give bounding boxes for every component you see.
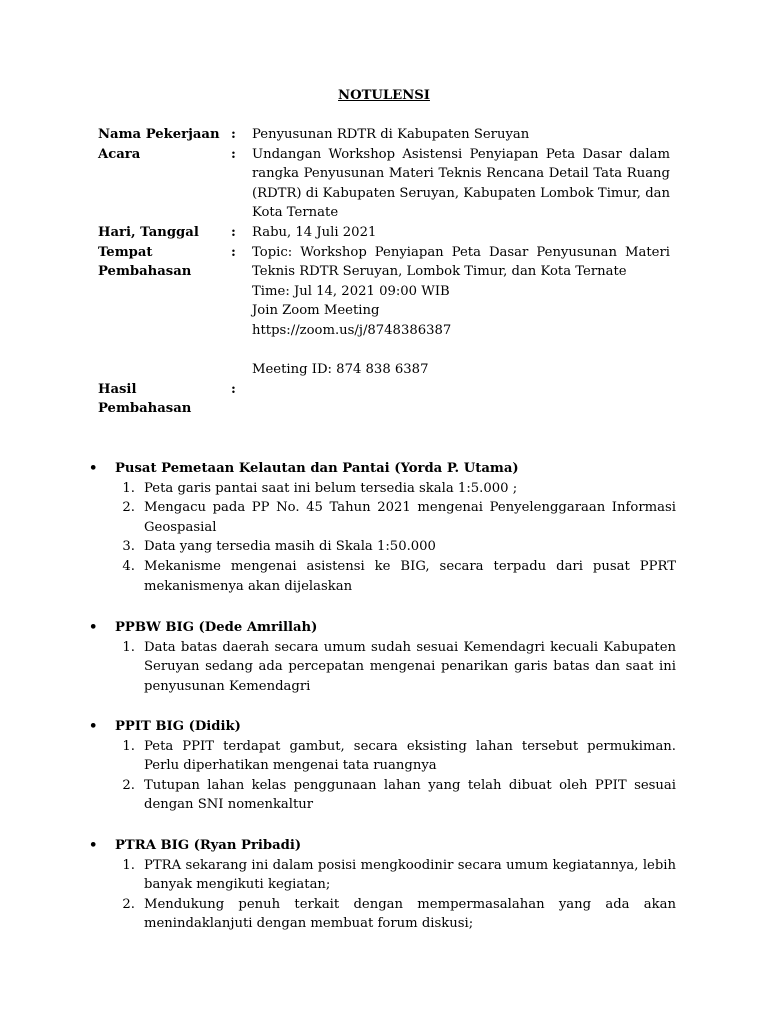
bullet-icon: • — [89, 620, 98, 635]
meta-label: Hari, Tanggal — [98, 224, 199, 240]
list-item — [89, 895, 676, 934]
meta-row-acara — [98, 145, 670, 223]
section-heading — [89, 717, 676, 737]
meta-colon: : — [231, 224, 236, 240]
meta-label: Acara — [98, 146, 141, 162]
meta-table — [98, 125, 670, 419]
list-item — [89, 479, 676, 499]
list-text: Peta PPIT terdapat gambut, secara eksisting lahan tersebut permukiman. Perlu diperhatikan mengenai tata ruangnya — [144, 738, 676, 774]
section-heading — [89, 459, 676, 479]
numbered-list — [89, 856, 676, 934]
meta-row-nama-pekerjaan — [98, 125, 670, 145]
section-heading — [89, 618, 676, 638]
list-text: Tutupan lahan kelas penggunaan lahan yang telah dibuat oleh PPIT sesuai dengan SNI nomenkaltur — [144, 777, 676, 813]
list-text: Mendukung penuh terkait dengan mempermasalahan yang ada akan menindaklanjuti dengan membuat forum diskusi; — [144, 896, 676, 932]
list-item — [89, 638, 676, 697]
list-number: 1. — [122, 738, 135, 754]
numbered-list — [89, 737, 676, 815]
list-item — [89, 557, 676, 596]
meta-value — [252, 380, 670, 419]
meta-row-tempat-pembahasan — [98, 243, 670, 380]
list-number: 2. — [122, 896, 135, 912]
meta-value — [252, 223, 670, 243]
list-text: Data batas daerah secara umum sudah sesuai Kemendagri kecuali Kabupaten Seruyan sedang ada percepatan mengenai penarikan garis batas dan saat ini penyusunan Kemendagri — [144, 639, 676, 694]
meta-row-hari-tanggal — [98, 223, 670, 243]
list-text: Mekanisme mengenai asistensi ke BIG, secara terpadu dari pusat PPRT mekanismenya akan dijelaskan — [144, 558, 676, 594]
section-heading-text: PPIT BIG (Didik) — [115, 719, 241, 734]
meta-value-line: Undangan Workshop Asistensi Penyiapan Peta Dasar dalam rangka Penyusunan Materi Teknis Rencana Detail Tata Ruang (RDTR) di Kabupaten Seruyan, Kabupaten Lombok Timur, dan Kota Ternate — [252, 146, 670, 221]
list-number: 1. — [122, 857, 135, 873]
bullet-icon: • — [89, 719, 98, 734]
section-ptra-big — [89, 836, 676, 934]
meta-value-line: Penyusunan RDTR di Kabupaten Seruyan — [252, 127, 530, 142]
list-item — [89, 537, 676, 557]
section-ppbw-big — [89, 618, 676, 696]
meta-label: Hasil Pembahasan — [98, 381, 192, 417]
meta-value-line: Time: Jul 14, 2021 09:00 WIB — [252, 283, 450, 299]
meta-label: Nama Pekerjaan — [98, 127, 220, 142]
list-text: Data yang tersedia masih di Skala 1:50.000 — [144, 539, 436, 555]
list-number: 3. — [122, 539, 135, 555]
meta-value-line: Join Zoom Meeting — [252, 303, 380, 319]
list-text: PTRA sekarang ini dalam posisi mengkoodinir secara umum kegiatannya, lebih banyak mengikuti kegiatan; — [144, 857, 676, 893]
list-item — [89, 737, 676, 776]
document-title: NOTULENSI — [338, 88, 430, 103]
numbered-list — [89, 638, 676, 697]
meta-value — [252, 145, 670, 223]
numbered-list — [89, 479, 676, 597]
section-ppit-big — [89, 717, 676, 815]
meta-value-line: Rabu, 14 Juli 2021 — [252, 224, 377, 240]
bullet-icon: • — [89, 838, 98, 853]
meta-label: Tempat Pembahasan — [98, 244, 192, 280]
section-heading — [89, 836, 676, 856]
list-number: 2. — [122, 500, 135, 516]
meta-value-line: Topic: Workshop Penyiapan Peta Dasar Penyusunan Materi Teknis RDTR Seruyan, Lombok Timur, dan Kota Ternate — [252, 244, 670, 280]
meta-colon: : — [231, 127, 236, 142]
list-text: Mengacu pada PP No. 45 Tahun 2021 mengenai Penyelenggaraan Informasi Geospasial — [144, 500, 676, 535]
section-pusat-pemetaan — [89, 459, 676, 596]
zoom-meeting-link[interactable]: https://zoom.us/j/8748386387 — [252, 322, 452, 338]
meta-colon: : — [231, 244, 236, 260]
meta-colon: : — [231, 381, 236, 397]
meta-blank-line — [252, 341, 670, 361]
list-number: 1. — [122, 639, 135, 655]
list-number: 4. — [122, 558, 135, 574]
list-item — [89, 856, 676, 895]
meta-value — [252, 243, 670, 380]
list-number: 1. — [122, 480, 135, 496]
list-item — [89, 498, 676, 537]
meta-colon: : — [231, 146, 236, 162]
section-heading-text: PPBW BIG (Dede Amrillah) — [115, 620, 318, 635]
meta-value — [252, 125, 670, 145]
meta-row-hasil-pembahasan — [98, 380, 670, 419]
bullet-icon: • — [89, 461, 98, 476]
list-item — [89, 776, 676, 815]
section-heading-text: PTRA BIG (Ryan Pribadi) — [115, 838, 302, 853]
section-heading-text: Pusat Pemetaan Kelautan dan Pantai (Yorda P. Utama) — [115, 461, 519, 476]
meta-value-line: Meeting ID: 874 838 6387 — [252, 362, 429, 378]
list-number: 2. — [122, 777, 135, 793]
list-text: Peta garis pantai saat ini belum tersedia skala 1:5.000 ; — [144, 480, 518, 496]
